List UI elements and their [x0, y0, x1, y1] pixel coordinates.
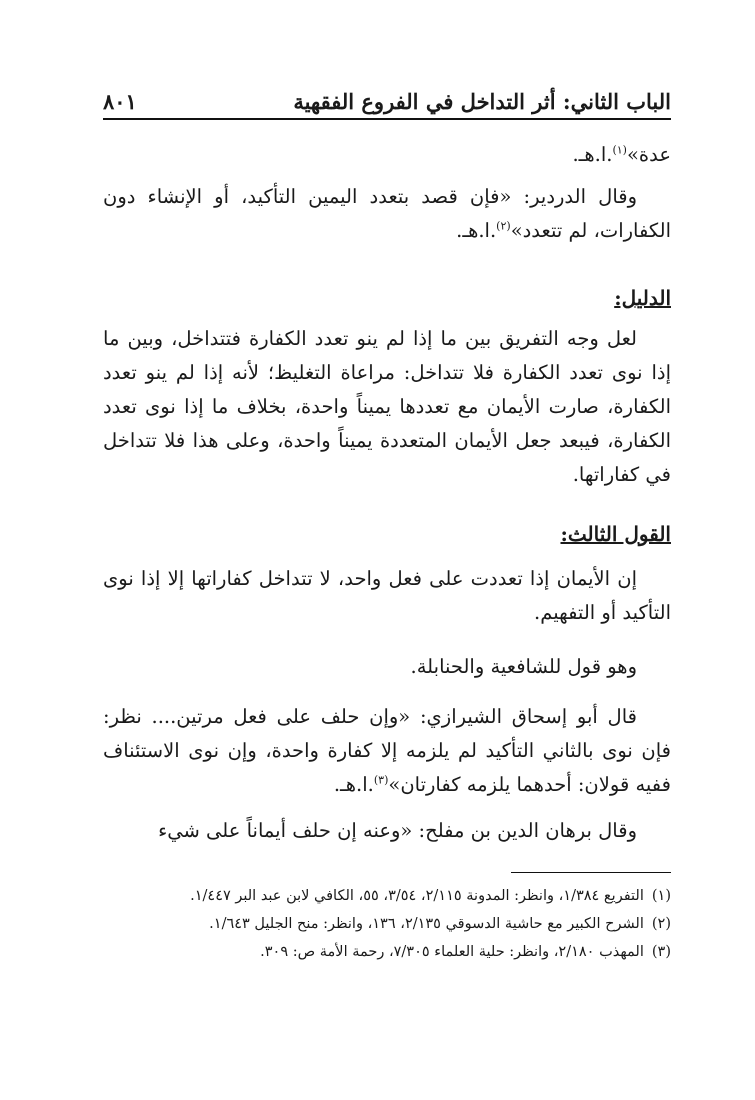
- footnote: [103, 882, 671, 910]
- paragraph-2-text: وقال الدردير: «فإن قصد بتعدد اليمين التأكيد، أو الإنشاء دون الكفارات، لم تتعدد»: [103, 185, 671, 242]
- paragraph-3: لعل وجه التفريق بين ما إذا لم ينو تعدد الكفارة فتتداخل، وبين ما إذا نوى تعدد الكفارة فلا تتداخل: مراعاة التغليظ؛ لأنه إذا لم ينو تعدد الكفارة، صارت الأيمان مع تعددها يميناً واحدة، بخلاف ما إذا نوى تعدد الكفارة، فيبعد جعل الأيمان المتعددة يميناً واحدة، وعلى هذا فلا تتداخل في كفاراتها.: [103, 327, 671, 486]
- paragraph-5: وهو قول للشافعية والحنابلة.: [410, 655, 637, 678]
- page-number: ٨٠١: [103, 88, 137, 114]
- paragraph-6-text: قال أبو إسحاق الشيرازي: «وإن حلف على فعل مرتين.... نظر: فإن نوى بالثاني التأكيد لم يلزمه إلا كفارة واحدة، وإن نوى الاستئناف ففيه قولان: أحدهما يلزمه كفارتان»: [103, 705, 671, 796]
- footnote: [103, 910, 671, 938]
- footnote-ref-1: (١): [612, 143, 627, 157]
- footnote-ref-3: (٣): [373, 773, 389, 787]
- footnote-text: التفريع ١/٣٨٤، وانظر: المدونة ٢/١١٥، ٣/٥٤، ٥٥، الكافي لابن عبد البر ١/٤٤٧.: [190, 888, 644, 904]
- heading-third-opinion: القول الثالث:: [560, 522, 671, 546]
- paragraph-4: إن الأيمان إذا تعددت على فعل واحد، لا تتداخل كفاراتها إلا إذا نوى التأكيد أو التفهيم.: [103, 567, 671, 624]
- paragraph-1-text: عدة»: [626, 143, 671, 166]
- footnote-text: الشرح الكبير مع حاشية الدسوقي ٢/١٣٥، ١٣٦، وانظر: منح الجليل ١/٦٤٣.: [209, 916, 644, 932]
- paragraph-7: وقال برهان الدين بن مفلح: «وعنه إن حلف أيماناً على شيء: [158, 819, 637, 842]
- paragraph-2: [103, 180, 671, 248]
- footnote-ref-2: (٢): [496, 219, 511, 233]
- footnote-number: (٢): [651, 916, 671, 932]
- paragraph-1: [103, 138, 671, 172]
- heading-evidence: الدليل:: [614, 286, 671, 310]
- chapter-title: الباب الثاني: أثر التداخل في الفروع الفقهية: [293, 88, 671, 114]
- footnote-divider: [511, 872, 671, 873]
- paragraph-6-end: .ا.هـ.: [333, 773, 374, 796]
- footnote-number: (٣): [651, 944, 671, 960]
- running-header: [103, 84, 671, 120]
- paragraph-1-end: .ا.هـ.: [572, 143, 613, 166]
- paragraph-2-end: .ا.هـ.: [456, 219, 497, 242]
- footnote: [103, 938, 671, 966]
- footnotes: [103, 882, 671, 966]
- footnote-number: (١): [651, 888, 671, 904]
- footnote-text: المهذب ٢/١٨٠، وانظر: حلية العلماء ٧/٣٠٥، رحمة الأمة ص: ٣٠٩.: [260, 944, 644, 960]
- paragraph-6: [103, 700, 671, 802]
